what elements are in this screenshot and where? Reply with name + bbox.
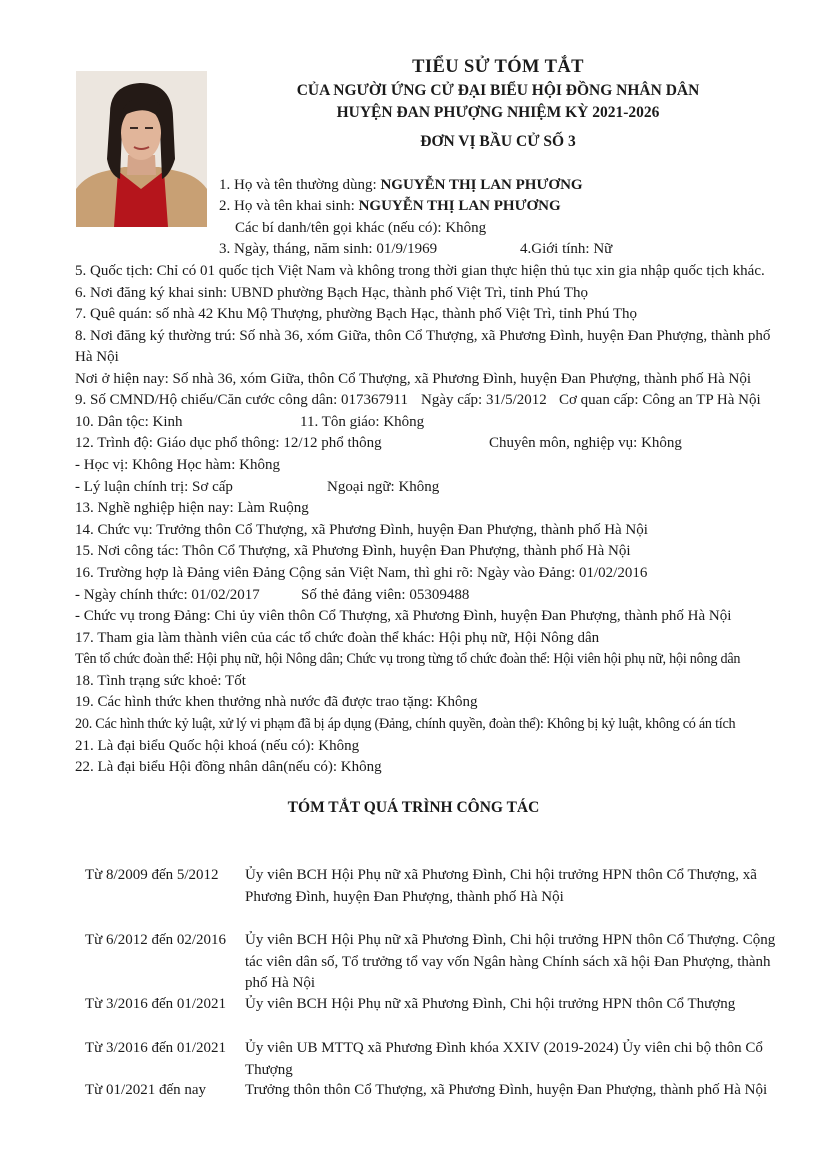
discipline-line: 20. Các hình thức kỷ luật, xử lý vi phạm đã bị áp dụng (Đảng, chính quyền, đoàn thể): Không bị kỷ luật, không có án tích [75, 716, 736, 732]
work-description: Ủy viên UB MTTQ xã Phương Đình khóa XXIV (2019-2024) Ủy viên chi bộ thôn Cổ Thượng [245, 1040, 763, 1078]
birth-name-label: 2. Họ và tên khai sinh: [219, 198, 359, 214]
ethnicity-line: 10. Dân tộc: Kinh [75, 414, 183, 430]
workplace-line: 15. Nơi công tác: Thôn Cổ Thượng, xã Phương Đình, huyện Đan Phượng, thành phố Hà Nội [75, 543, 631, 559]
health-line: 18. Tình trạng sức khoẻ: Tốt [75, 673, 246, 689]
religion-line: 11. Tôn giáo: Không [300, 414, 425, 430]
party-role-line: - Chức vụ trong Đảng: Chi ủy viên thôn Cổ Thượng, xã Phương Đình, huyện Đan Phượng, thành phố Hà Nội [75, 608, 732, 624]
portrait-image [76, 71, 207, 227]
work-period: Từ 6/2012 đến 02/2016 [85, 932, 227, 948]
position-line: 14. Chức vụ: Trưởng thôn Cổ Thượng, xã Phương Đình, huyện Đan Phượng, thành phố Hà Nội [75, 522, 648, 538]
aliases-line: Các bí danh/tên gọi khác (nếu có): Không [235, 220, 487, 236]
document-title: TIỂU SỬ TÓM TẮT [412, 57, 584, 77]
degree-line: - Học vị: Không Học hàm: Không [75, 457, 280, 473]
id-issue-date: Ngày cấp: 31/5/2012 [421, 392, 547, 408]
work-period: Từ 8/2009 đến 5/2012 [85, 867, 219, 883]
common-name-label: 1. Họ và tên thường dùng: [219, 177, 381, 193]
organizations-detail-line: Tên tổ chức đoàn thể: Hội phụ nữ, hội Nông dân; Chức vụ trong từng tổ chức đoàn thể: Hội viên hội phụ nữ, hội nông dân [75, 651, 741, 667]
work-description: Trưởng thôn thôn Cổ Thượng, xã Phương Đình, huyện Đan Phượng, thành phố Hà Nội [245, 1082, 768, 1098]
birth-registration-line: 6. Nơi đăng ký khai sinh: UBND phường Bạch Hạc, thành phố Việt Trì, tỉnh Phú Thọ [75, 285, 588, 301]
organizations-line: 17. Tham gia làm thành viên của các tổ chức đoàn thể khác: Hội phụ nữ, Hội Nông dân [75, 630, 600, 646]
work-description: Ủy viên BCH Hội Phụ nữ xã Phương Đình, Chi hội trưởng HPN thôn Cổ Thượng, xã Phương Đình, huyện Đan Phượng, thành phố Hà Nội [245, 867, 757, 905]
id-issuer: Cơ quan cấp: Công an TP Hà Nội [559, 392, 761, 408]
common-name-line [219, 176, 583, 194]
work-period: Từ 3/2016 đến 01/2021 [85, 1040, 227, 1056]
current-address-line: Nơi ở hiện nay: Số nhà 36, xóm Giữa, thôn Cổ Thượng, xã Phương Đình, huyện Đan Phượng, thành phố Hà Nội [75, 371, 752, 387]
birth-name-line [219, 197, 561, 215]
work-description: Ủy viên BCH Hội Phụ nữ xã Phương Đình, Chi hội trưởng HPN thôn Cổ Thượng [245, 996, 736, 1012]
hometown-line: 7. Quê quán: số nhà 42 Khu Mộ Thượng, phường Bạch Hạc, thành phố Việt Trì, tỉnh Phú Thọ [75, 306, 638, 322]
work-description: Ủy viên BCH Hội Phụ nữ xã Phương Đình, Chi hội trưởng HPN thôn Cổ Thượng. Cộng tác viên dân số, Tổ trưởng tổ vay vốn Ngân hàng Chính sách xã hội Đan Phượng, thành phố Hà Nội [245, 932, 776, 991]
common-name-value: NGUYỄN THỊ LAN PHƯƠNG [380, 177, 583, 193]
portrait-photo [76, 71, 207, 227]
id-number-line: 9. Số CMND/Hộ chiếu/Căn cước công dân: 017367911 [75, 392, 408, 408]
party-membership-line: 16. Trường hợp là Đảng viên Đảng Cộng sản Việt Nam, thì ghi rõ: Ngày vào Đảng: 01/02/2016 [75, 565, 648, 581]
document-term: HUYỆN ĐAN PHƯỢNG NHIỆM KỲ 2021-2026 [336, 104, 660, 121]
party-official-date-line: - Ngày chính thức: 01/02/2017 [75, 587, 260, 603]
party-card-line: Số thẻ đảng viên: 05309488 [301, 587, 470, 603]
awards-line: 19. Các hình thức khen thưởng nhà nước đã được trao tặng: Không [75, 694, 478, 710]
gender-line: 4.Giới tính: Nữ [520, 241, 613, 257]
work-period: Từ 01/2021 đến nay [85, 1082, 207, 1098]
electoral-unit: ĐƠN VỊ BẦU CỬ SỐ 3 [420, 133, 576, 150]
national-assembly-line: 21. Là đại biểu Quốc hội khoá (nếu có): Không [75, 738, 360, 754]
nationality-line: 5. Quốc tịch: Chỉ có 01 quốc tịch Việt Nam và không trong thời gian thực hiện thủ tục xin gia nhập quốc tịch khác. [75, 263, 765, 279]
residence-line: 8. Nơi đăng ký thường trú: Số nhà 36, xóm Giữa, thôn Cổ Thượng, xã Phương Đình, huyện Đan Phượng, thành phố [75, 328, 771, 344]
work-period: Từ 3/2016 đến 01/2021 [85, 996, 227, 1012]
foreign-language-line: Ngoại ngữ: Không [327, 479, 440, 495]
specialty-line: Chuyên môn, nghiệp vụ: Không [489, 435, 682, 451]
document-subtitle: CỦA NGƯỜI ỨNG CỬ ĐẠI BIỂU HỘI ĐỒNG NHÂN DÂN [296, 82, 700, 99]
dob-line: 3. Ngày, tháng, năm sinh: 01/9/1969 [219, 241, 438, 257]
work-history-title: TÓM TẮT QUÁ TRÌNH CÔNG TÁC [287, 799, 540, 816]
birth-name-value: NGUYỄN THỊ LAN PHƯƠNG [358, 198, 561, 214]
occupation-line: 13. Nghề nghiệp hiện nay: Làm Ruộng [75, 500, 309, 516]
political-theory-line: - Lý luận chính trị: Sơ cấp [75, 479, 233, 495]
residence-line-cont: Hà Nội [75, 349, 119, 365]
education-line: 12. Trình độ: Giáo dục phổ thông: 12/12 phổ thông [75, 435, 382, 451]
peoples-council-line: 22. Là đại biểu Hội đồng nhân dân(nếu có): Không [75, 759, 382, 775]
